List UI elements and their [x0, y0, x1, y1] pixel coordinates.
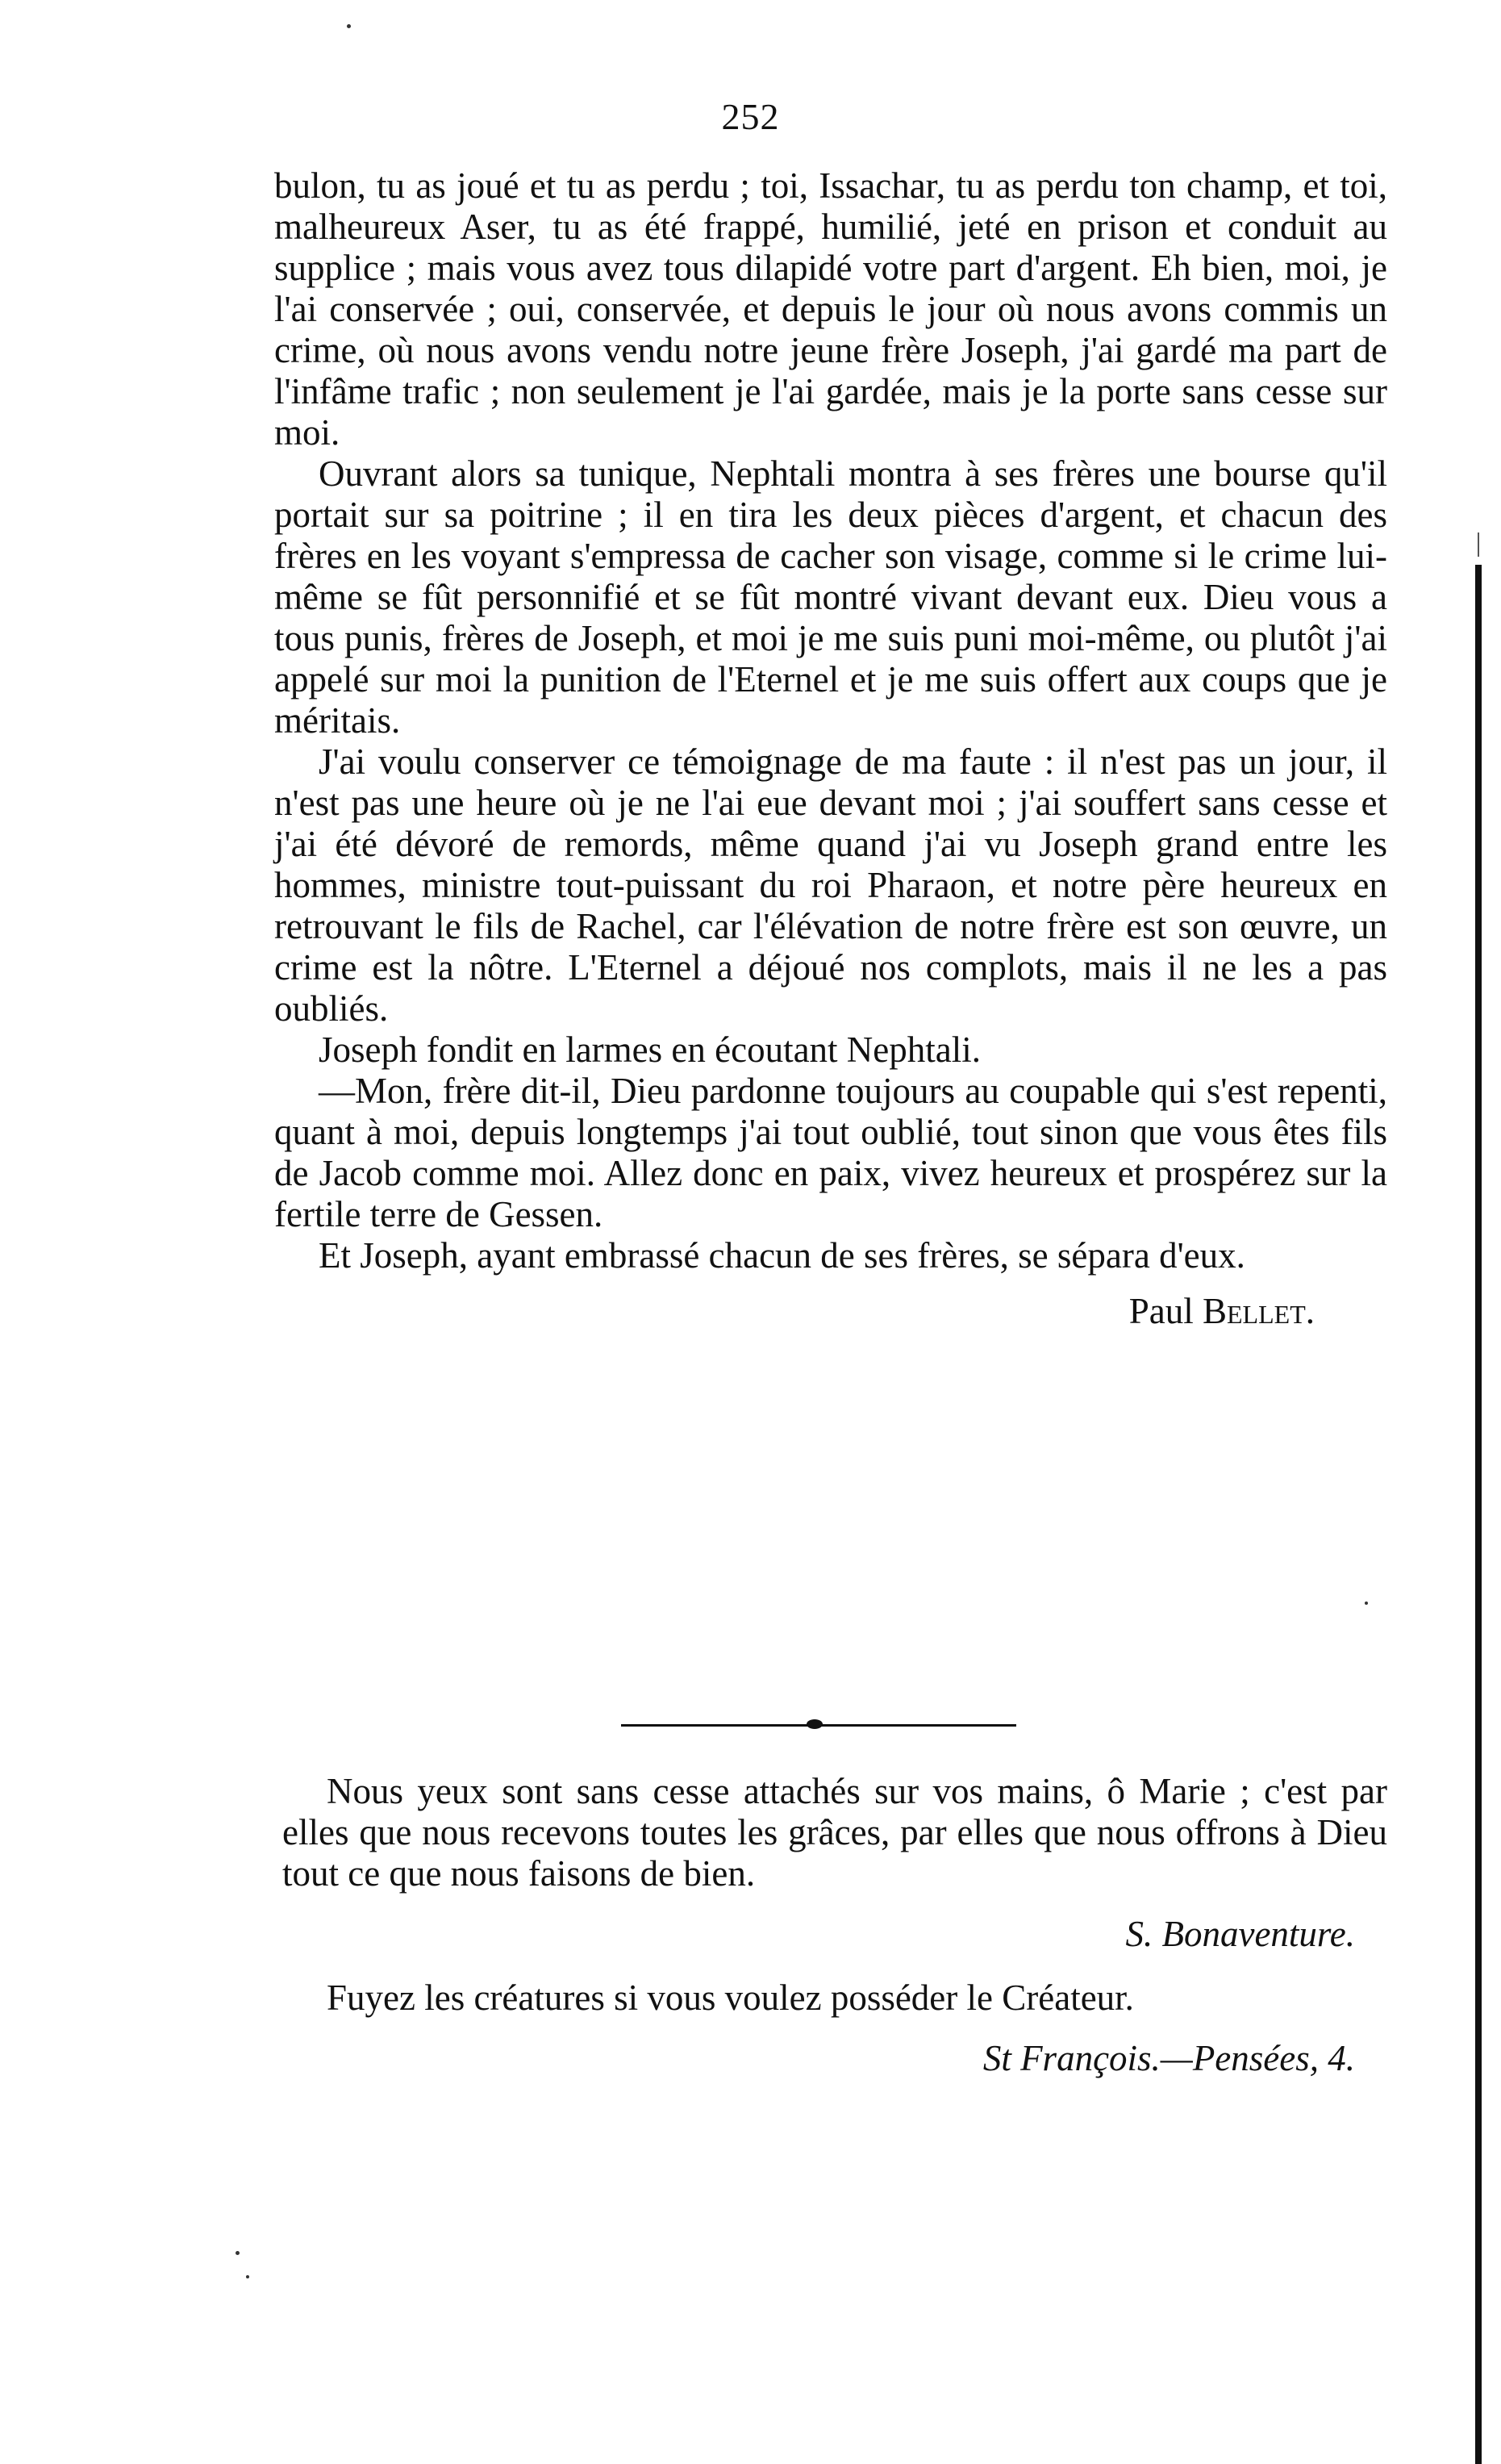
paragraph: bulon, tu as joué et tu as perdu ; toi, Issachar, tu as perdu ton champ, et toi, malheureux Aser, tu as été frappé, humilié, jeté en prison et conduit au supplice ; mais vous avez tous dilapidé votre part d'argent. Eh bien, moi, je l'ai conservée ; oui, conservée, et depuis le jour où nous avons commis un crime, où nous avons vendu notre jeune frère Joseph, j'ai gardé ma part de l'infâme trafic ; non seulement je l'ai gardée, mais je la porte sans cesse sur moi. — [274, 165, 1387, 453]
paragraph: —Mon, frère dit-il, Dieu pardonne toujours au coupable qui s'est repenti, quant à moi, depuis longtemps j'ai tout oublié, tout sinon que vous êtes fils de Jacob comme moi. Allez donc en paix, vivez heureux et prospérez sur la fertile terre de Gessen. — [274, 1071, 1387, 1234]
quote-text: Nous yeux sont sans cesse attachés sur vos mains, ô Marie ; c'est par elles que nous recevons toutes les grâces, par elles que nous offrons à Dieu tout ce que nous faisons de bien. — [282, 1771, 1387, 1894]
page-number: 252 — [721, 96, 780, 137]
author-signature — [274, 1291, 1387, 1332]
paragraph: Joseph fondit en larmes en écoutant Nephtali. — [319, 1029, 982, 1070]
signature-last-name: Bellet. — [1203, 1291, 1315, 1331]
quote-attribution: S. Bonaventure. — [1125, 1914, 1355, 1954]
main-text — [274, 165, 1387, 1332]
paragraph: Ouvrant alors sa tunique, Nephtali montra à ses frères une bourse qu'il portait sur sa poitrine ; il en tira les deux pièces d'argent, et chacun des frères en les voyant s'empressa de cacher son visage, comme si le crime lui-même se fût personnifié et se fût montré vivant devant eux. Dieu vous a tous punis, frères de Joseph, et moi je me suis puni moi-même, ou plutôt j'ai appelé sur moi la punition de l'Eternel et je me suis offert aux coups que je méritais. — [274, 453, 1387, 741]
quote-attribution: St François.—Pensées, 4. — [982, 2038, 1355, 2078]
paragraph: J'ai voulu conserver ce témoignage de ma faute : il n'est pas un jour, il n'est pas une heure où je ne l'ai eue devant moi ; j'ai souffert sans cesse et j'ai été dévoré de remords, même quand j'ai vu Joseph grand entre les hommes, ministre tout-puissant du roi Pharaon, et notre père heureux en retrouvant le fils de Rachel, car l'élévation de notre frère est son œuvre, un crime est la nôtre. L'Eternel a déjoué nos complots, mais il ne les a pas oubliés. — [274, 741, 1387, 1029]
paper-speck — [246, 2275, 249, 2278]
divider-ornament — [807, 1719, 823, 1729]
quote-text: Fuyez les créatures si vous voulez posséder le Créateur. — [327, 1977, 1134, 2018]
margin-mark — [1478, 532, 1479, 557]
page-edge-line — [1475, 565, 1482, 2464]
quote-block — [282, 1771, 1387, 2079]
signature-first-name: Paul — [1128, 1291, 1194, 1331]
paper-speck — [236, 2251, 240, 2255]
paper-speck — [347, 24, 351, 28]
paragraph: Et Joseph, ayant embrassé chacun de ses frères, se sépara d'eux. — [319, 1235, 1245, 1276]
paper-speck — [1365, 1602, 1368, 1605]
